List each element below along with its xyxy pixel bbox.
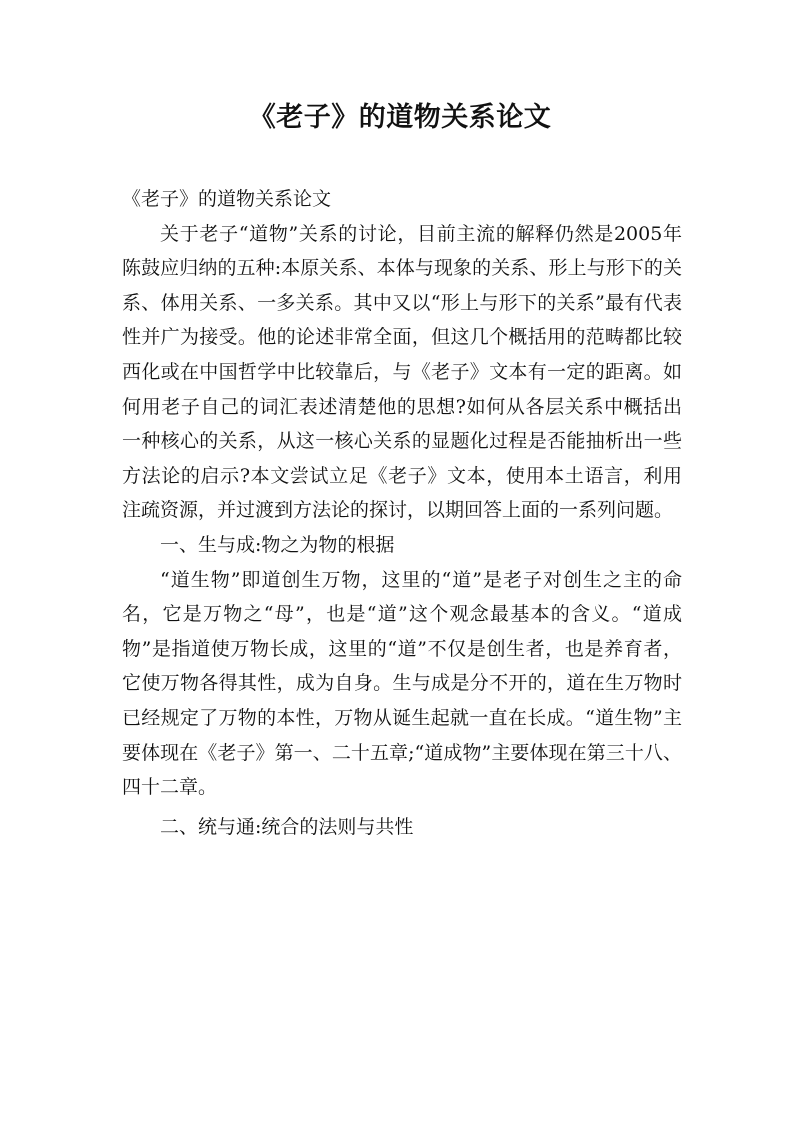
intro-paragraph: 关于老子“道物”关系的讨论，目前主流的解释仍然是2005年陈鼓应归纳的五种:本原关系、本体与现象的关系、形上与形下的关系、体用关系、一多关系。其中又以“形上与形下的关系”最有代表性并广为接受。他的论述非常全面，但这几个概括用的范畴都比较西化或在中国哲学中比较靠后，与《老子》文本有一定的距离。如何用老子自己的词汇表述清楚他的思想?如何从各层关系中概括出一种核心的关系，从这一核心关系的显题化过程是否能抽析出一些方法论的启示?本文尝试立足《老子》文本，使用本土语言，利用注疏资源，并过渡到方法论的探讨，以期回答上面的一系列问题。 [122, 222, 682, 522]
subtitle-line: 《老子》的道物关系论文 [122, 188, 332, 210]
document-title: 《老子》的道物关系论文 [248, 102, 552, 133]
section-1-paragraph: “道生物”即道创生万物，这里的“道”是老子对创生之主的命名，它是万物之“母”，也是“道”这个观念最基本的含义。“道成物”是指道使万物长成，这里的“道”不仅是创生者，也是养育者，它使万物各得其性，成为自身。生与成是分不开的，道在生万物时已经规定了万物的本性，万物从诞生起就一直在长成。“道生物”主要体现在《老子》第一、二十五章;“道成物”主要体现在第三十八、四十二章。 [122, 568, 682, 799]
section-heading-1: 一、生与成:物之为物的根据 [160, 533, 395, 556]
section-heading-2: 二、统与通:统合的法则与共性 [160, 815, 414, 838]
document-body [122, 182, 682, 844]
